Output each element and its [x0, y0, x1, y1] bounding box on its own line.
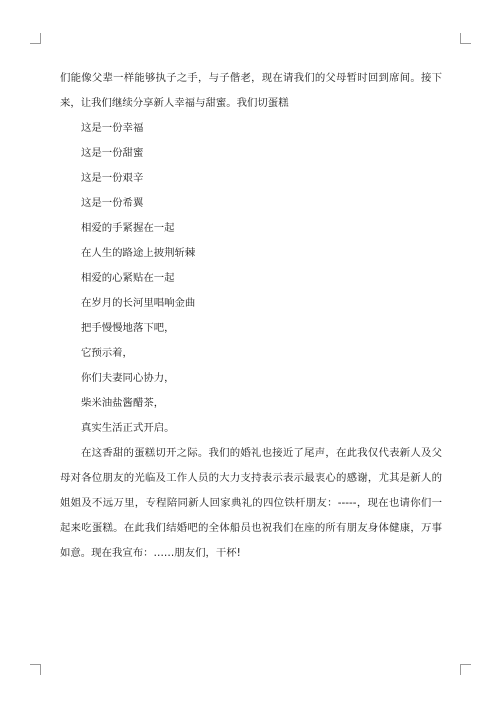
- intro-paragraph: 们能像父辈一样能够执子之手，与子偕老，现在请我们的父母暂时回到席间。接下来，让我们继续分享新人幸福与甜蜜。我们切蛋糕: [60, 72, 442, 109]
- verse-line: 在人生的路途上披荆斩棘: [81, 247, 196, 259]
- verse-line: 你们夫妻同心协力，: [81, 372, 175, 384]
- verse-line: 相爱的手紧握在一起: [81, 222, 175, 234]
- verse-line: 在岁月的长河里唱响金曲: [81, 297, 196, 309]
- document-body: [60, 66, 442, 566]
- crop-mark-bottom-left: [30, 664, 41, 675]
- verse-line: 这是一份艰辛: [81, 172, 144, 184]
- verse-line: 柴米油盐酱醋茶，: [81, 397, 165, 409]
- verse-line: 这是一份甜蜜: [81, 147, 144, 159]
- verse-line: 把手慢慢地落下吧，: [81, 322, 175, 334]
- crop-mark-top-left: [30, 33, 41, 44]
- verse-line: 它预示着，: [81, 347, 133, 359]
- verse-line: 这是一份希翼: [81, 197, 144, 209]
- verse-list: [60, 116, 442, 441]
- crop-mark-bottom-right: [460, 664, 471, 675]
- crop-mark-top-right: [460, 33, 471, 44]
- verse-line: 真实生活正式开启。: [81, 422, 175, 434]
- verse-line: 这是一份幸福: [81, 122, 144, 134]
- closing-paragraph: 在这香甜的蛋糕切开之际。我们的婚礼也接近了尾声，在此我仅代表新人及父母对各位朋友的光临及工作人员的大力支持表示表示最衷心的感谢，尤其是新人的姐姐及不远万里，专程陪同新人回家典礼的四位铁杆朋友：-----，现在也请你们一起来吃蛋糕。在此我们结婚吧的全体船员也祝我们在座的所有朋友身体健康，万事如意。现在我宣布：……朋友们，干杯!: [60, 447, 442, 559]
- verse-line: 相爱的心紧贴在一起: [81, 272, 175, 284]
